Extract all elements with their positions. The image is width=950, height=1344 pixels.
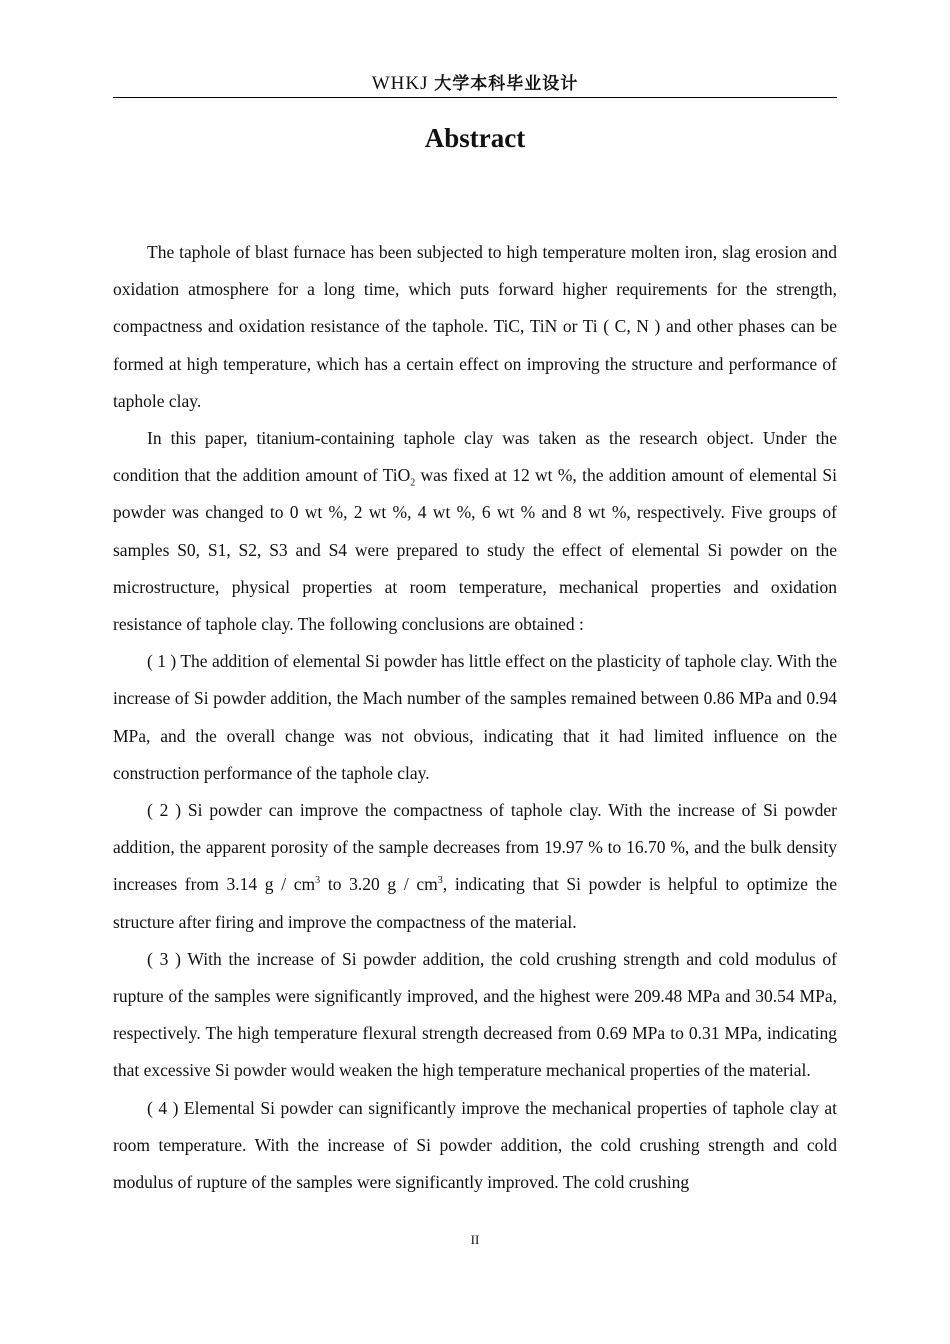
paragraph-4-text-b: to 3.20 g / cm	[320, 874, 438, 895]
paragraph-1: The taphole of blast furnace has been subjected to high temperature molten iron, slag erosion and oxidation atmosphere for a long time, which puts forward higher requirements for the strength, compactness and oxidation resistance of the taphole. TiC, TiN or Ti ( C, N ) and other phases can be formed at high temperature, which has a certain effect on improving the structure and performance of taphole clay.	[113, 242, 837, 411]
paragraph-4	[113, 792, 837, 941]
paragraph-4-text-a: ( 2 ) Si powder can improve the compactness of taphole clay. With the increase of Si powder addition, the apparent porosity of the sample decreases from 19.97 % to 16.70 %, and the bulk density increases from 3.14 g / cm	[113, 800, 837, 895]
header-prefix: WHKJ	[371, 73, 429, 94]
abstract-title: Abstract	[424, 123, 526, 153]
abstract-body	[113, 234, 837, 1201]
paragraph-2-text-b: was fixed at 12 wt %, the addition amount of elemental Si powder was changed to 0 wt %, 2 wt %, 4 wt %, 6 wt % and 8 wt %, respectively. Five groups of samples S0, S1, S2, S3 and S4 were prepared to study the effect of elemental Si powder on the microstructure, physical properties at room temperature, mechanical properties and oxidation resistance of taphole clay. The following conclusions are obtained :	[113, 465, 838, 635]
paragraph-3: ( 1 ) The addition of elemental Si powder has little effect on the plasticity of taphole clay. With the increase of Si powder addition, the Mach number of the samples remained between 0.86 MPa and 0.94 MPa, and the overall change was not obvious, indicating that it had limited influence on the construction performance of the taphole clay.	[113, 651, 837, 783]
page-header	[113, 70, 837, 98]
paragraph-2-text-a: In this paper, titanium-containing taphole clay was taken as the research object. Under the condition that the addition amount of TiO	[113, 428, 837, 486]
paragraph-6: ( 4 ) Elemental Si powder can significantly improve the mechanical properties of taphole clay at room temperature. With the increase of Si powder addition, the cold crushing strength and cold modulus of rupture of the samples were significantly improved. The cold crushing	[113, 1097, 837, 1193]
cm3-superscript-2: 3	[437, 875, 443, 887]
paragraph-5: ( 3 ) With the increase of Si powder addition, the cold crushing strength and cold modulus of rupture of the samples were significantly improved, and the highest were 209.48 MPa and 30.54 MPa, respectively. The high temperature flexural strength decreased from 0.69 MPa to 0.31 MPa, indicating that excessive Si powder would weaken the high temperature mechanical properties of the material.	[113, 948, 837, 1081]
cm3-superscript-1: 3	[315, 875, 321, 887]
paragraph-4-text-c: , indicating that Si powder is helpful to optimize the structure after firing and improve the compactness of the material.	[113, 874, 837, 932]
page-number: II	[470, 1232, 480, 1247]
paragraph-2	[113, 420, 837, 643]
tio2-subscript: 2	[410, 477, 416, 489]
header-school-text: 大学本科毕业设计	[434, 74, 579, 94]
